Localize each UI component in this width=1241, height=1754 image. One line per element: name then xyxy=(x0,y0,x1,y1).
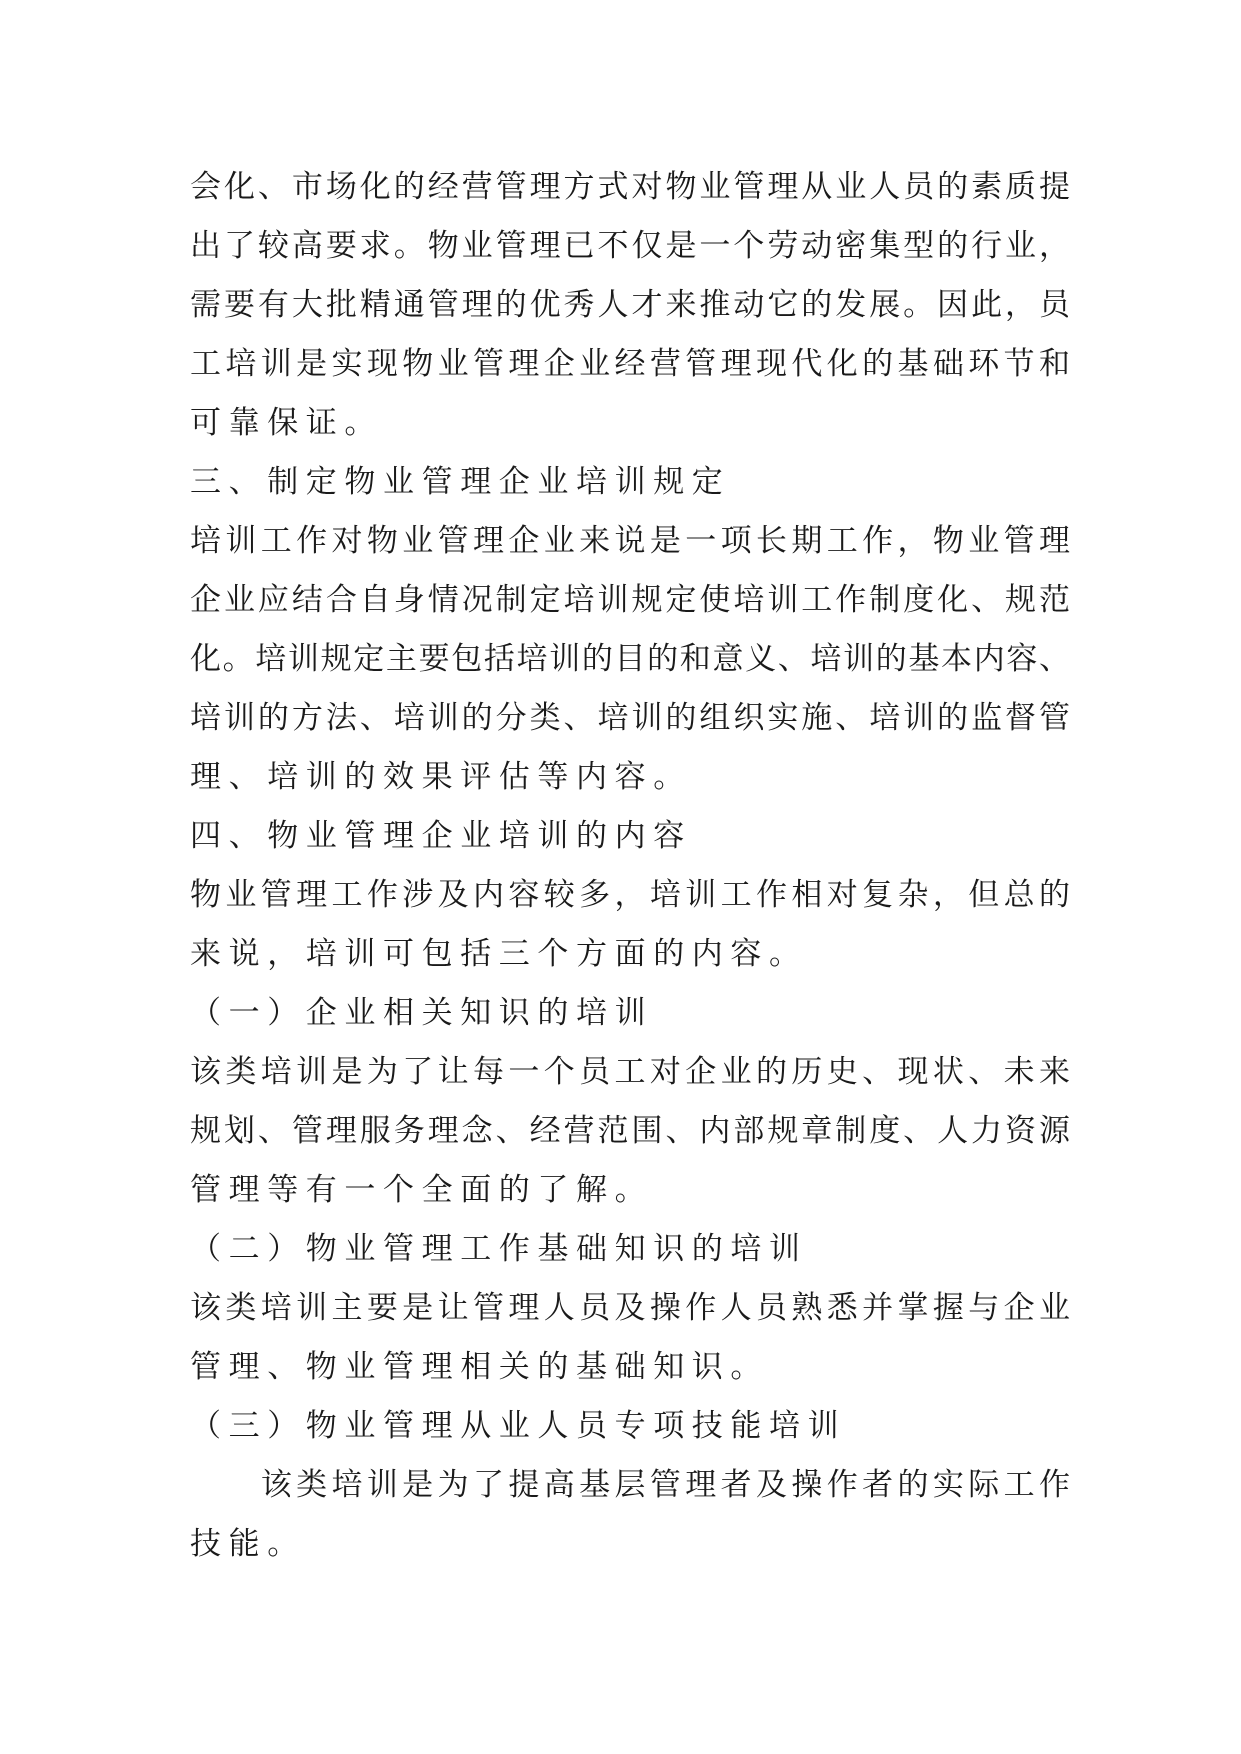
text-line: 可靠保证。 xyxy=(190,405,383,441)
text-line: 管理等有一个全面的了解。 xyxy=(190,1172,654,1208)
text-line: 规划、管理服务理念、经营范围、内部规章制度、人力资源 xyxy=(190,1113,1070,1149)
text-line: 该类培训是为了提高基层管理者及操作者的实际工作 xyxy=(190,1467,1070,1503)
text-line: 理、培训的效果评估等内容。 xyxy=(190,759,692,795)
body-text xyxy=(190,158,1070,1574)
text-line: （一）企业相关知识的培训 xyxy=(190,995,654,1031)
text-line: 四、物业管理企业培训的内容 xyxy=(190,818,692,854)
text-line: 会化、市场化的经营管理方式对物业管理从业人员的素质提 xyxy=(190,169,1070,205)
text-line: 化。培训规定主要包括培训的目的和意义、培训的基本内容、 xyxy=(190,641,1070,677)
text-line: 企业应结合自身情况制定培训规定使培训工作制度化、规范 xyxy=(190,582,1070,618)
text-line: （二）物业管理工作基础知识的培训 xyxy=(190,1231,808,1267)
text-line: 技能。 xyxy=(190,1526,306,1562)
text-line: （三）物业管理从业人员专项技能培训 xyxy=(190,1408,847,1444)
text-line: 物业管理工作涉及内容较多，培训工作相对复杂，但总的 xyxy=(190,877,1070,913)
text-line: 三、制定物业管理企业培训规定 xyxy=(190,464,731,500)
text-line: 管理、物业管理相关的基础知识。 xyxy=(190,1349,769,1385)
text-line: 培训工作对物业管理企业来说是一项长期工作，物业管理 xyxy=(190,523,1070,559)
text-line: 培训的方法、培训的分类、培训的组织实施、培训的监督管 xyxy=(190,700,1070,736)
text-line: 该类培训主要是让管理人员及操作人员熟悉并掌握与企业 xyxy=(190,1290,1070,1326)
text-line: 出了较高要求。物业管理已不仅是一个劳动密集型的行业， xyxy=(190,228,1070,264)
text-line: 工培训是实现物业管理企业经营管理现代化的基础环节和 xyxy=(190,346,1070,382)
text-line: 需要有大批精通管理的优秀人才来推动它的发展。因此，员 xyxy=(190,287,1070,323)
text-line: 该类培训是为了让每一个员工对企业的历史、现状、未来 xyxy=(190,1054,1070,1090)
text-line: 来说，培训可包括三个方面的内容。 xyxy=(190,936,808,972)
